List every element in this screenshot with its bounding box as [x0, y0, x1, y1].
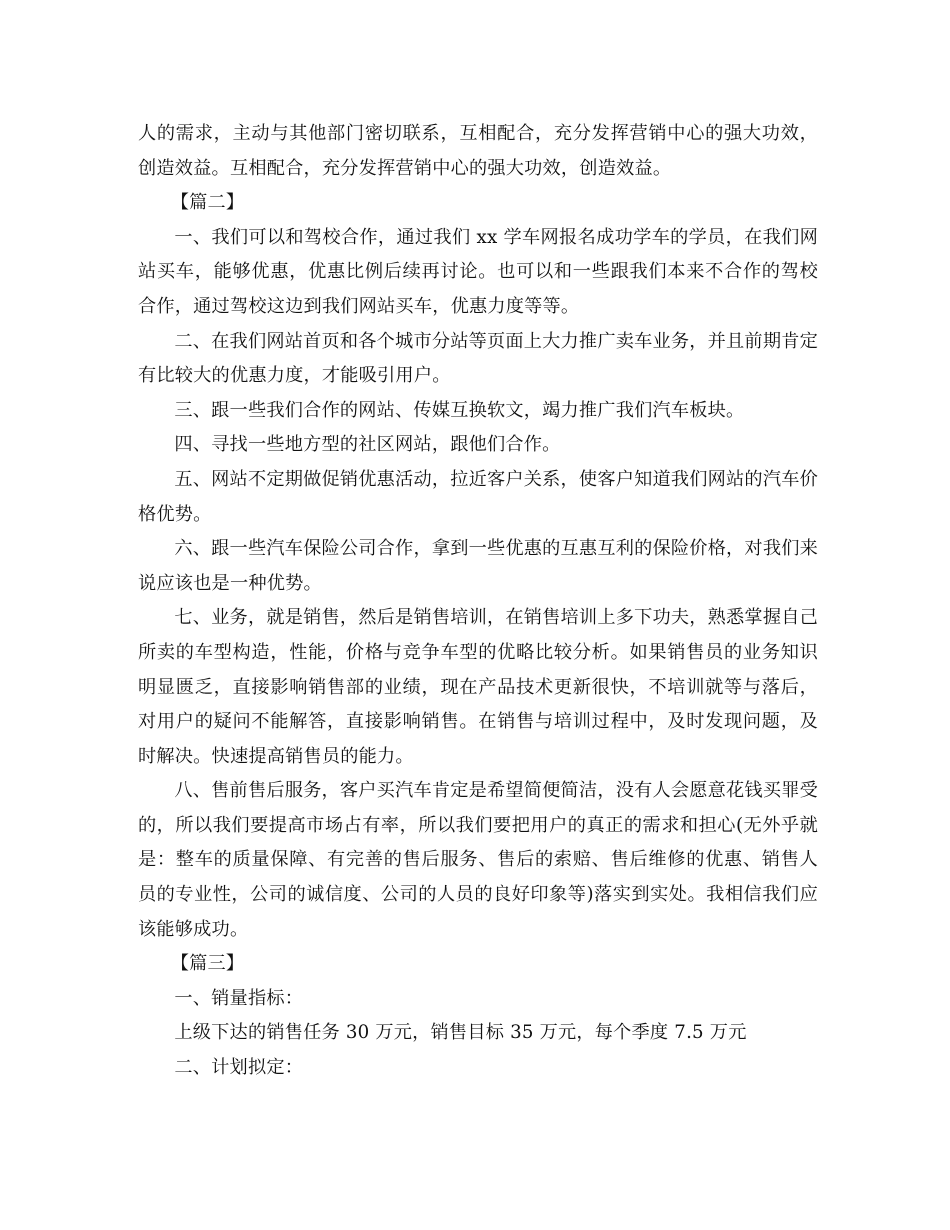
- paragraph-item-6: 六、跟一些汽车保险公司合作，拿到一些优惠的互惠互利的保险价格，对我们来说应该也是一种优势。: [138, 538, 818, 594]
- document-body: [138, 117, 818, 1086]
- paragraph-item-1: 一、我们可以和驾校合作，通过我们 xx 学车网报名成功学车的学员，在我们网站买车，能够优惠，优惠比例后续再讨论。也可以和一些跟我们本来不合作的驾校合作，通过驾校这边到我们网站买车，优惠力度等等。: [138, 226, 818, 317]
- paragraph-item-3: 三、跟一些我们合作的网站、传媒互换软文，竭力推广我们汽车板块。: [174, 399, 745, 421]
- paragraph-item-7: 七、业务，就是销售，然后是销售培训，在销售培训上多下功夫，熟悉掌握自己所卖的车型构造，性能，价格与竞争车型的优略比较分析。如果销售员的业务知识明显匮乏，直接影响销售部的业绩，现在产品技术更新很快，不培训就等与落后，对用户的疑问不能解答，直接影响销售。在销售与培训过程中，及时发现问题，及时解决。快速提高销售员的能力。: [138, 607, 818, 767]
- section-heading-part-two: 【篇二】: [170, 192, 245, 214]
- paragraph-sales-target-heading: 一、销量指标：: [174, 987, 304, 1009]
- section-heading-part-three: 【篇三】: [170, 953, 245, 975]
- paragraph-intro-continuation: 人的需求，主动与其他部门密切联系，互相配合，充分发挥营销中心的强大功效，创造效益。互相配合，充分发挥营销中心的强大功效，创造效益。: [138, 123, 818, 179]
- paragraph-item-5: 五、网站不定期做促销优惠活动，拉近客户关系，使客户知道我们网站的汽车价格优势。: [138, 468, 818, 525]
- paragraph-plan-heading: 二、计划拟定：: [174, 1057, 304, 1079]
- paragraph-item-4: 四、寻找一些地方型的社区网站，跟他们合作。: [174, 434, 561, 456]
- paragraph-item-2: 二、在我们网站首页和各个城市分站等页面上大力推广卖车业务，并且前期肯定有比较大的优惠力度，才能吸引用户。: [138, 330, 818, 387]
- paragraph-item-8: 八、售前售后服务，客户买汽车肯定是希望简便简洁，没有人会愿意花钱买罪受的，所以我们要提高市场占有率，所以我们要把用户的真正的需求和担心(无外乎就是：整车的质量保障、有完善的售后服务、售后的索赔、售后维修的优惠、销售人员的专业性，公司的诚信度、公司的人员的良好印象等)落实到实处。我相信我们应该能够成功。: [138, 780, 818, 940]
- paragraph-sales-target-detail: 上级下达的销售任务 30 万元，销售目标 35 万元，每个季度 7.5 万元: [174, 1022, 747, 1044]
